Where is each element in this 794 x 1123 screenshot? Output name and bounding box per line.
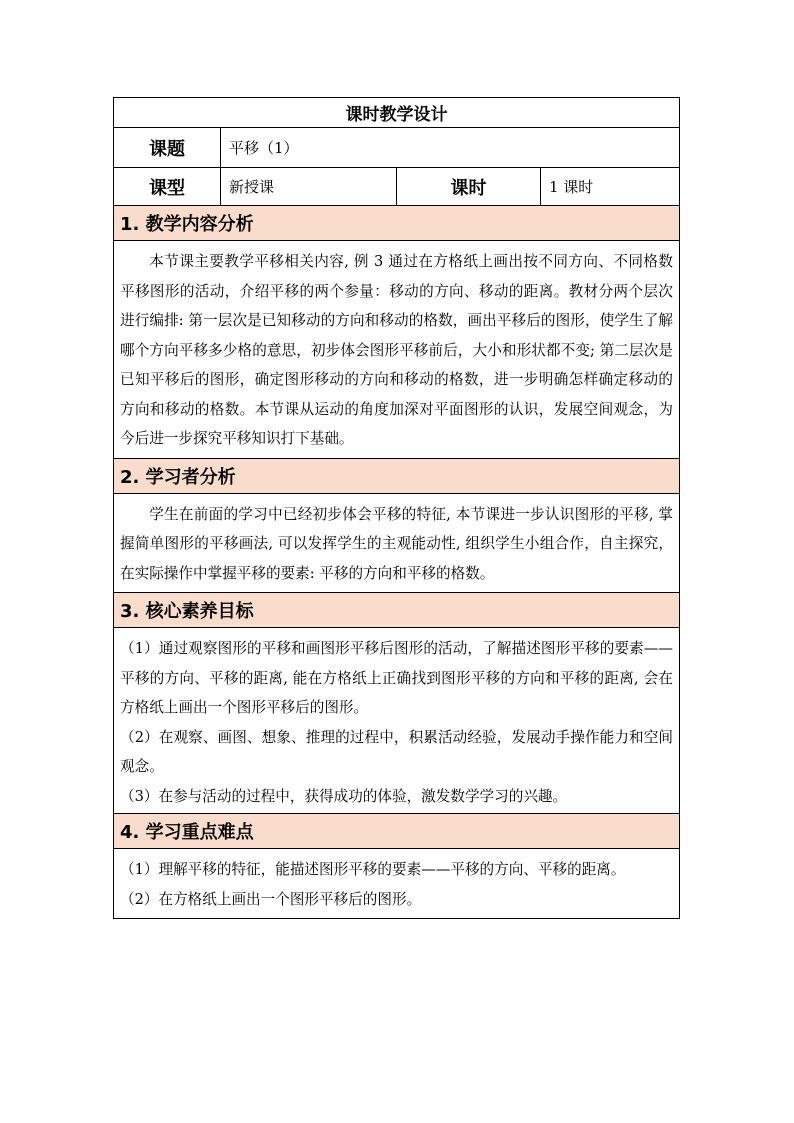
topic-value: 平移（1）	[229, 139, 299, 157]
hours-value: 1 课时	[549, 178, 594, 196]
topic-row	[114, 128, 679, 168]
topic-label: 课题	[114, 128, 221, 167]
section-paragraph: 本节课主要教学平移相关内容, 例 3 通过在方格纸上画出按不同方向、不同格数平移图形的活动，介绍平移的两个参量：移动的方向、移动的距离。教材分两个层次进行编排: 第一层次是已知移动的方向和移动的格数，画出平移后的图形，使学生了解哪个方向平移多少格的意思，初步体会图形平移前后，大小和形状都不变; 第二层次是已知平移后的图形，确定图形移动的方向和移动的格数，进一步明确怎样确定移动的方向和移动的格数。本节课从运动的角度加深对平面图形的认识，发展空间观念，为今后进一步探究平移知识打下基础。	[120, 253, 673, 447]
section-body	[114, 628, 679, 814]
table-title-row	[114, 98, 679, 128]
section-heading: 2. 学习者分析	[114, 459, 679, 494]
type-label: 课型	[114, 168, 221, 205]
type-hours-row	[114, 168, 679, 206]
section-paragraph: 学生在前面的学习中已经初步体会平移的特征, 本节课进一步认识图形的平移, 掌握简单图形的平移画法, 可以发挥学生的主观能动性, 组织学生小组合作，自主探究，在实际操作中掌握平移的要素: 平移的方向和平移的格数。	[120, 505, 673, 582]
section-body	[114, 241, 679, 459]
section-body	[114, 494, 679, 594]
hours-label: 课时	[397, 168, 541, 205]
section-heading: 1. 教学内容分析	[114, 206, 679, 241]
doc-title: 课时教学设计	[345, 105, 448, 125]
list-item: （1）通过观察图形的平移和画图形平移后图形的活动，了解描述图形平移的要素——平移的方向、平移的距离, 能在方格纸上正确找到图形平移的方向和平移的距离, 会在方格纸上画出一个图形平移后的图形。	[120, 640, 673, 716]
list-item: （3）在参与活动的过程中，获得成功的体验，激发数学学习的兴趣。	[120, 787, 568, 805]
section-body	[114, 849, 679, 918]
section-heading: 3. 核心素养目标	[114, 593, 679, 628]
list-item: （2）在观察、画图、想象、推理的过程中，积累活动经验，发展动手操作能力和空间观念。	[120, 728, 673, 775]
list-item: （1）理解平移的特征，能描述图形平移的要素——平移的方向、平移的距离。	[120, 861, 626, 878]
type-value: 新授课	[221, 168, 397, 205]
list-item: （2）在方格纸上画出一个图形平移后的图形。	[120, 890, 422, 908]
section-heading: 4. 学习重点难点	[114, 814, 679, 849]
lesson-plan-table	[113, 97, 680, 919]
